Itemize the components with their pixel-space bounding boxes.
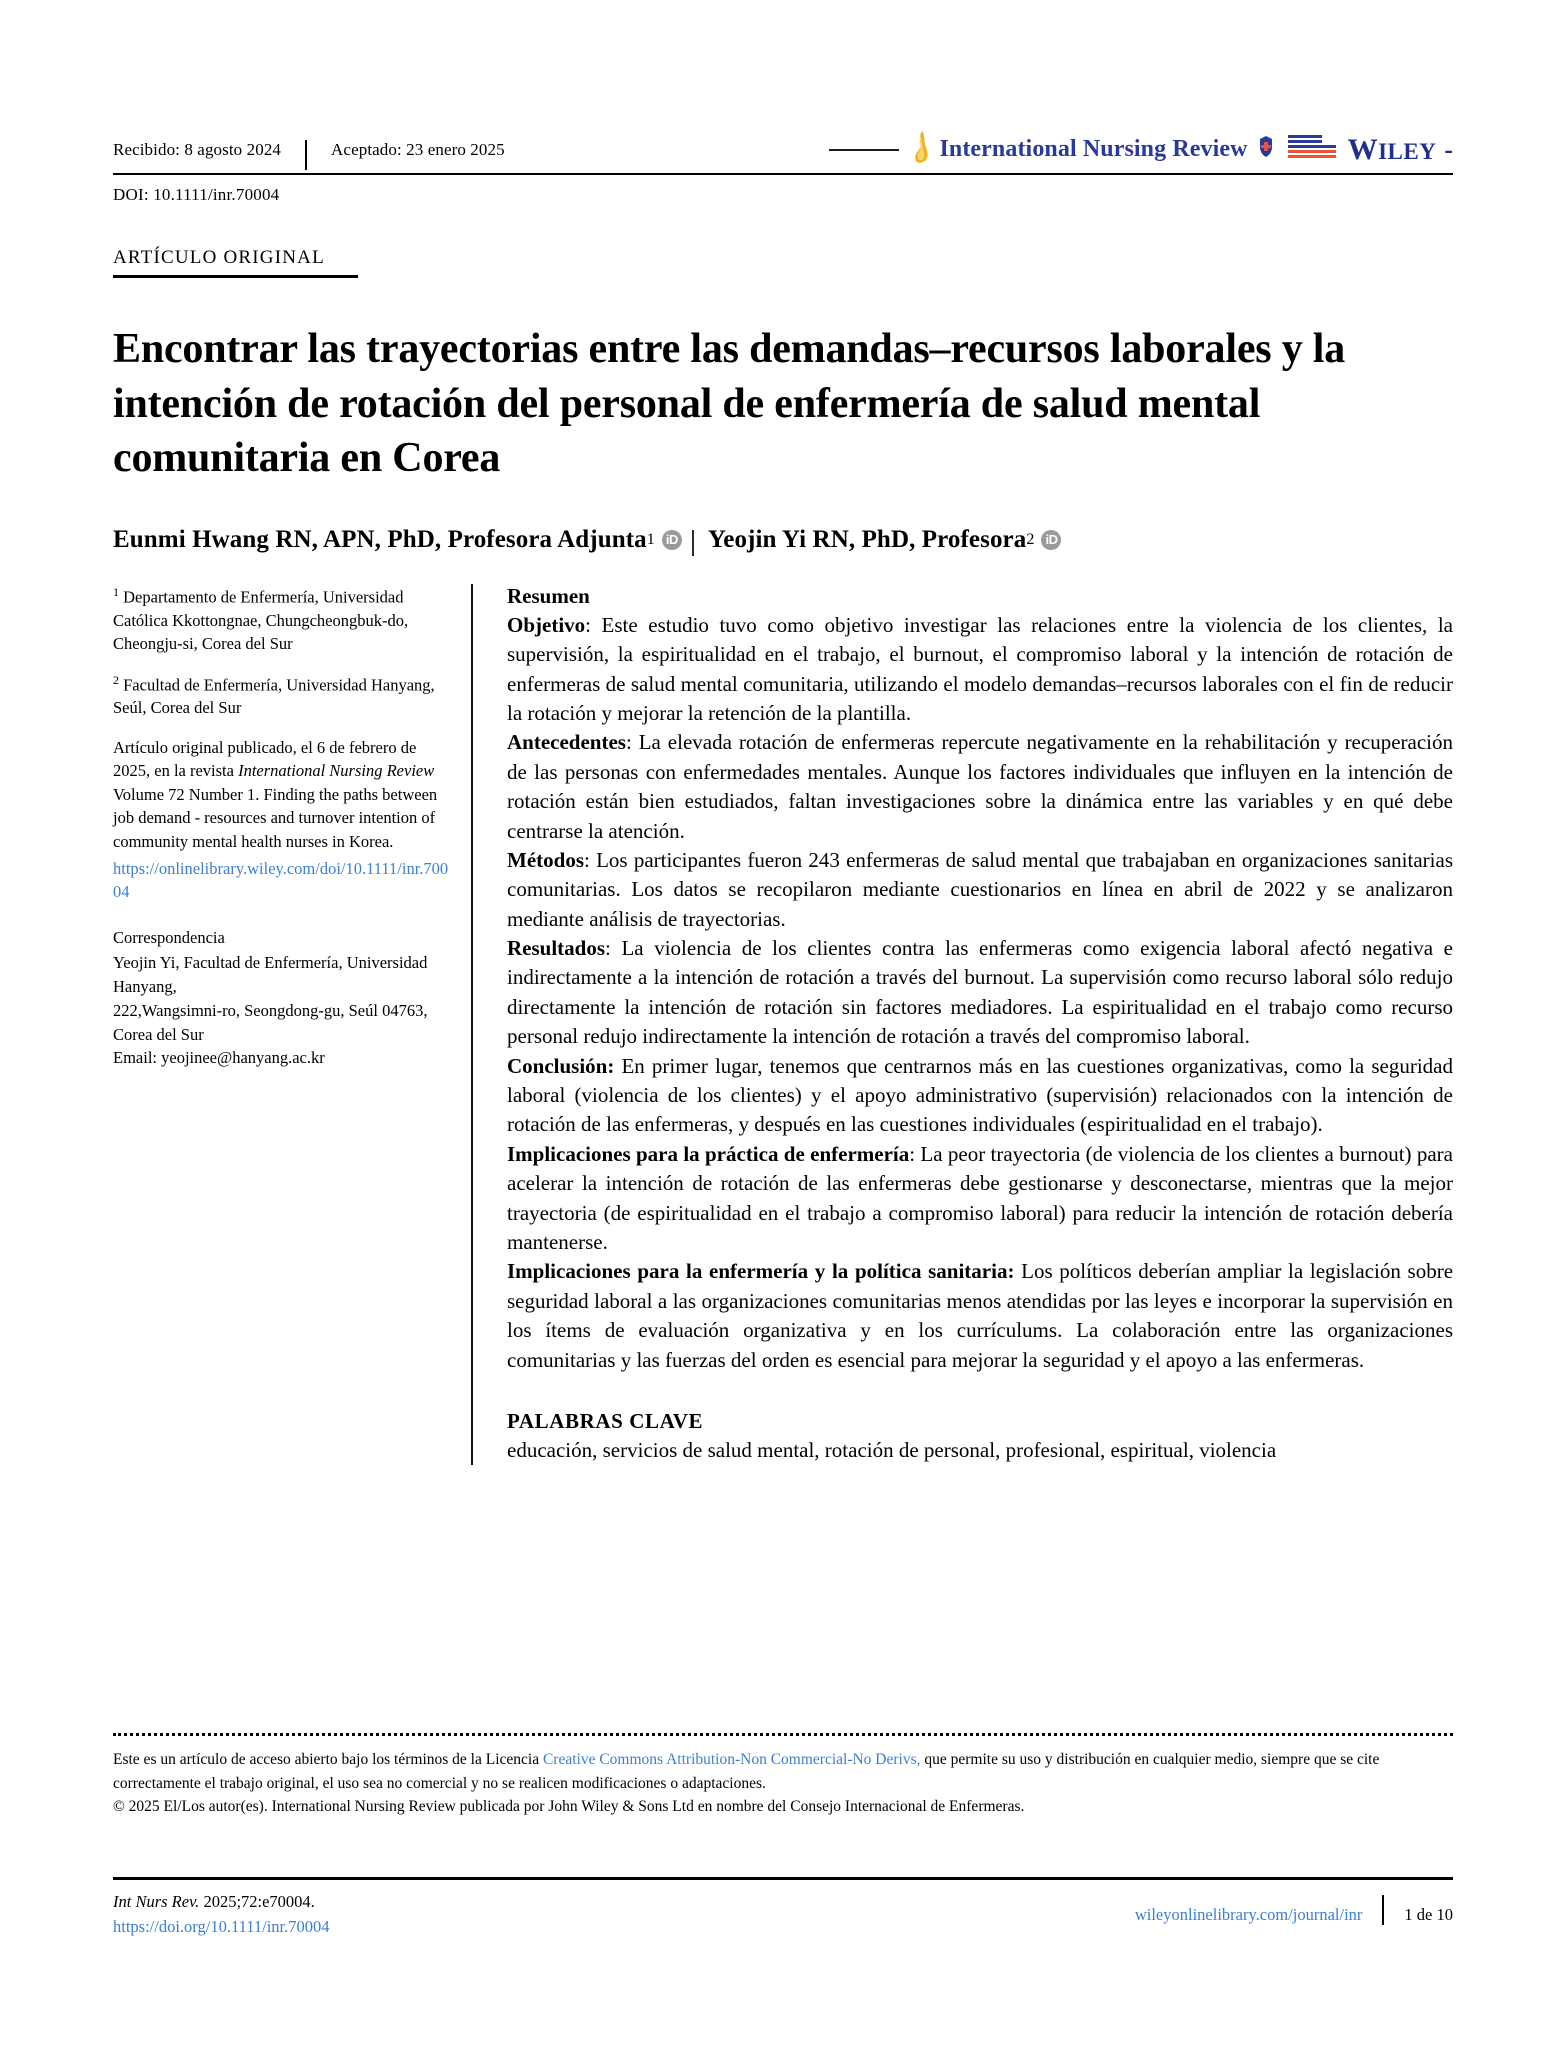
abstract-section [507, 611, 1453, 729]
abstract-section-label: Métodos [507, 847, 584, 872]
original-note-line2-post: Volume 72 Number 1. Finding the paths between job demand - resources and turnover intention of community mental health nurses in Korea. [113, 784, 438, 851]
article-type-label: ARTÍCULO ORIGINAL [113, 247, 325, 268]
icn-flag-icon [1286, 133, 1338, 166]
abstract-section-text: En primer lugar, tenemos que centrarnos más en las cuestiones organizativas, como la seguridad laboral (violencia de los clientes) y el apoyo administrativo (supervisión) relacionados con la intención de rotación de las enfermeras, y después en las cuestiones individuales (espiritualidad en el trabajo). [507, 1053, 1453, 1137]
page-content [113, 0, 1453, 1465]
correspondence-line-2: 222,Wangsimni-ro, Seongdong-gu, Seúl 04763, [113, 1000, 428, 1020]
abstract-section-label: Implicaciones para la práctica de enfermería [507, 1141, 910, 1166]
abstract-section-sep: : [625, 730, 639, 755]
publication-dates [113, 140, 505, 173]
footer-separator [1382, 1895, 1384, 1925]
original-note-line1: Artículo original publicado, el 6 de febrero de 2025, [113, 737, 417, 781]
journal-title: International Nursing Review [939, 136, 1248, 162]
author-separator [692, 530, 694, 556]
citation-journal: Int Nurs Rev. [113, 1892, 200, 1911]
icn-logo-icon [1258, 134, 1274, 165]
page-number: 1 de 10 [1404, 1905, 1453, 1924]
original-note-url[interactable]: https://onlinelibrary.wiley.com/doi/10.1111/inr.70004 [113, 859, 449, 902]
affiliation-text-1: Departamento de Enfermería, Universidad Católica Kkottongnae, Chungcheongbuk-do, Cheongju-si, Corea del Sur [113, 587, 409, 654]
article-type-block [113, 247, 1453, 278]
affiliation-marker-1: 1 [113, 584, 119, 599]
author-affiliation-marker-2: 2 [1026, 530, 1035, 548]
correspondence-block [113, 926, 449, 1071]
citation-line [113, 1890, 330, 1915]
footer-rule [113, 1877, 1453, 1880]
affiliation-text-2: Facultad de Enfermería, Universidad Hanyang, Seúl, Corea del Sur [113, 675, 435, 718]
orcid-icon[interactable]: iD [1041, 530, 1061, 550]
page-title: Encontrar las trayectorias entre las demandas–recursos laborales y la intención de rotación del personal de enfermería de salud mental comunitaria en Corea [113, 326, 1346, 482]
sidebar-column [113, 584, 473, 1466]
affiliation-1 [113, 584, 449, 656]
wiley-logo: WILEY [1347, 132, 1437, 166]
author-affiliation-marker-1: 1 [646, 530, 655, 548]
abstract-section-sep: : [585, 612, 602, 637]
abstract-section [507, 1257, 1453, 1375]
abstract-section-text: La elevada rotación de enfermeras repercute negativamente en la rehabilitación y recuperación de las personas con enfermedades mentales. Aunque los factores individuales que influyen en la intención de rotación están bien estudiados, faltan investigaciones sobre la dinámica entre las variables y en qué debe centrarse la atención. [507, 730, 1453, 843]
copyright-text: © 2025 El/Los autor(es). International Nursing Review publicada por John Wiley & Sons Ltd en nombre del Consejo Internacional de Enfermeras. [113, 1798, 1025, 1816]
correspondence-email: Email: yeojinee@hanyang.ac.kr [113, 1048, 325, 1068]
abstract-section [507, 728, 1453, 846]
author-list [113, 526, 1453, 554]
abstract-column [473, 584, 1453, 1466]
abstract-section [507, 1140, 1453, 1258]
article-body [113, 584, 1453, 1466]
received-date: Recibido: 8 agosto 2024 [113, 140, 282, 159]
orcid-icon[interactable]: iD [662, 530, 682, 550]
abstract-section-label: Implicaciones para la enfermería y la política sanitaria: [507, 1259, 1015, 1284]
correspondence-heading: Correspondencia [113, 927, 225, 947]
original-note-line2-pre: en la revista [154, 761, 239, 781]
author-name-1: Eunmi Hwang RN, APN, PhD, Profesora Adjunta [113, 525, 647, 553]
abstract-section-text: La violencia de los clientes contra las enfermeras como exigencia laboral afectó negativa e indirectamente a la intención de rotación a través del burnout. La supervisión como recurso laboral sólo redujo directamente la intención de rotación sin factores mediadores. La espiritualidad en el trabajo como recurso personal redujo indirectamente la intención de rotación a través del compromiso laboral. [507, 936, 1453, 1049]
abstract-section [507, 934, 1453, 1052]
original-note-journal: International Nursing Review [238, 761, 435, 781]
keywords-heading: PALABRAS CLAVE [507, 1408, 704, 1433]
flame-icon [911, 130, 931, 169]
license-dotted-rule [113, 1733, 1453, 1736]
original-note-url-wrap [113, 857, 449, 904]
abstract-section-label: Resultados [507, 936, 606, 961]
article-type-rule [113, 275, 358, 278]
abstract-section-sep: : [909, 1141, 921, 1166]
abstract-section-text: Los políticos deberían ampliar la legislación sobre seguridad laboral a las organizaciones comunitarias menos atendidas por las leyes e incorporar la supervisión en los ítems de evaluación organizativa y en los currículums. La colaboración entre las organizaciones comunitarias y las fuerzas del orden es esencial para mejorar la seguridad y el apoyo a las enfermeras. [507, 1259, 1454, 1372]
header-meta-bar [113, 130, 1453, 173]
license-link[interactable]: Creative Commons Attribution-Non Commercial-No Derivs, [542, 1751, 921, 1768]
doi-line: DOI: 10.1111/inr.70004 [113, 185, 280, 204]
license-text [113, 1748, 1453, 1795]
author-name-2: Yeojin Yi RN, PhD, Profesora [707, 525, 1027, 553]
abstract-section [507, 846, 1453, 934]
license-text-after: que permite su uso y distribución en cualquier medio, siempre que se cite correctamente el trabajo original, el uso sea no comercial y no se realicen modificaciones o adaptaciones. [113, 1751, 1380, 1792]
abstract-section-text: Los participantes fueron 243 enfermeras de salud mental que trabajaban en organizaciones sanitarias comunitarias. Los datos se recopilaron mediante cuestionarios en línea en abril de 2022 y se analizaron mediante análisis de trayectorias. [507, 847, 1453, 931]
abstract-section-text: La peor trayectoria (de violencia de los clientes a burnout) para acelerar la intención de rotación de las enfermeras debe gestionarse y desconectarse, mientras que la mejor trayectoria (de espiritualidad en el trabajo a compromiso laboral) para reducir la intención de rotación debería mantenerse. [507, 1141, 1453, 1254]
abstract-section [507, 1052, 1453, 1140]
footer-row [113, 1890, 1453, 1940]
original-publication-note [113, 736, 449, 853]
wiley-dash: - [1444, 134, 1453, 164]
footer-right [1135, 1890, 1453, 1925]
license-text-before: Este es un artículo de acceso abierto bajo los términos de la Licencia [113, 1751, 543, 1768]
citation-rest: 2025;72:e70004. [199, 1892, 315, 1911]
affiliation-marker-2: 2 [113, 672, 119, 687]
page-footer [113, 1877, 1453, 1940]
abstract-section-label: Conclusión: [507, 1053, 615, 1078]
abstract-section-label: Antecedentes [507, 730, 626, 755]
correspondence-line-1: Yeojin Yi, Facultad de Enfermería, Universidad Hanyang, [113, 952, 428, 996]
correspondence-line-3: Corea del Sur [113, 1024, 204, 1044]
branding-rule [829, 149, 899, 151]
journal-branding [829, 130, 1453, 173]
abstract-section-sep: : [605, 936, 622, 961]
abstract-section-sep: : [584, 847, 597, 872]
footer-citation [113, 1890, 330, 1940]
keywords-list: educación, servicios de salud mental, rotación de personal, profesional, espiritual, violencia [507, 1437, 1277, 1462]
abstract-section-text: Este estudio tuvo como objetivo investigar las relaciones entre la violencia de los clientes, la supervisión, la espiritualidad en el trabajo, el burnout, el compromiso laboral y la intención de rotación de enfermeras de salud mental comunitaria, utilizando el modelo demandas–recursos laborales con el fin de reducir la rotación y mejorar la retención de la plantilla. [507, 612, 1453, 725]
abstract-section-label: Objetivo [507, 612, 586, 637]
header-rule [113, 173, 1453, 175]
footer-journal-link[interactable]: wileyonlinelibrary.com/journal/inr [1134, 1905, 1363, 1924]
affiliation-2 [113, 672, 449, 720]
license-block [113, 1733, 1453, 1816]
accepted-date: Aceptado: 23 enero 2025 [331, 140, 505, 159]
footer-doi-link[interactable]: https://doi.org/10.1111/inr.70004 [113, 1916, 330, 1936]
abstract-heading: Resumen [507, 583, 590, 608]
